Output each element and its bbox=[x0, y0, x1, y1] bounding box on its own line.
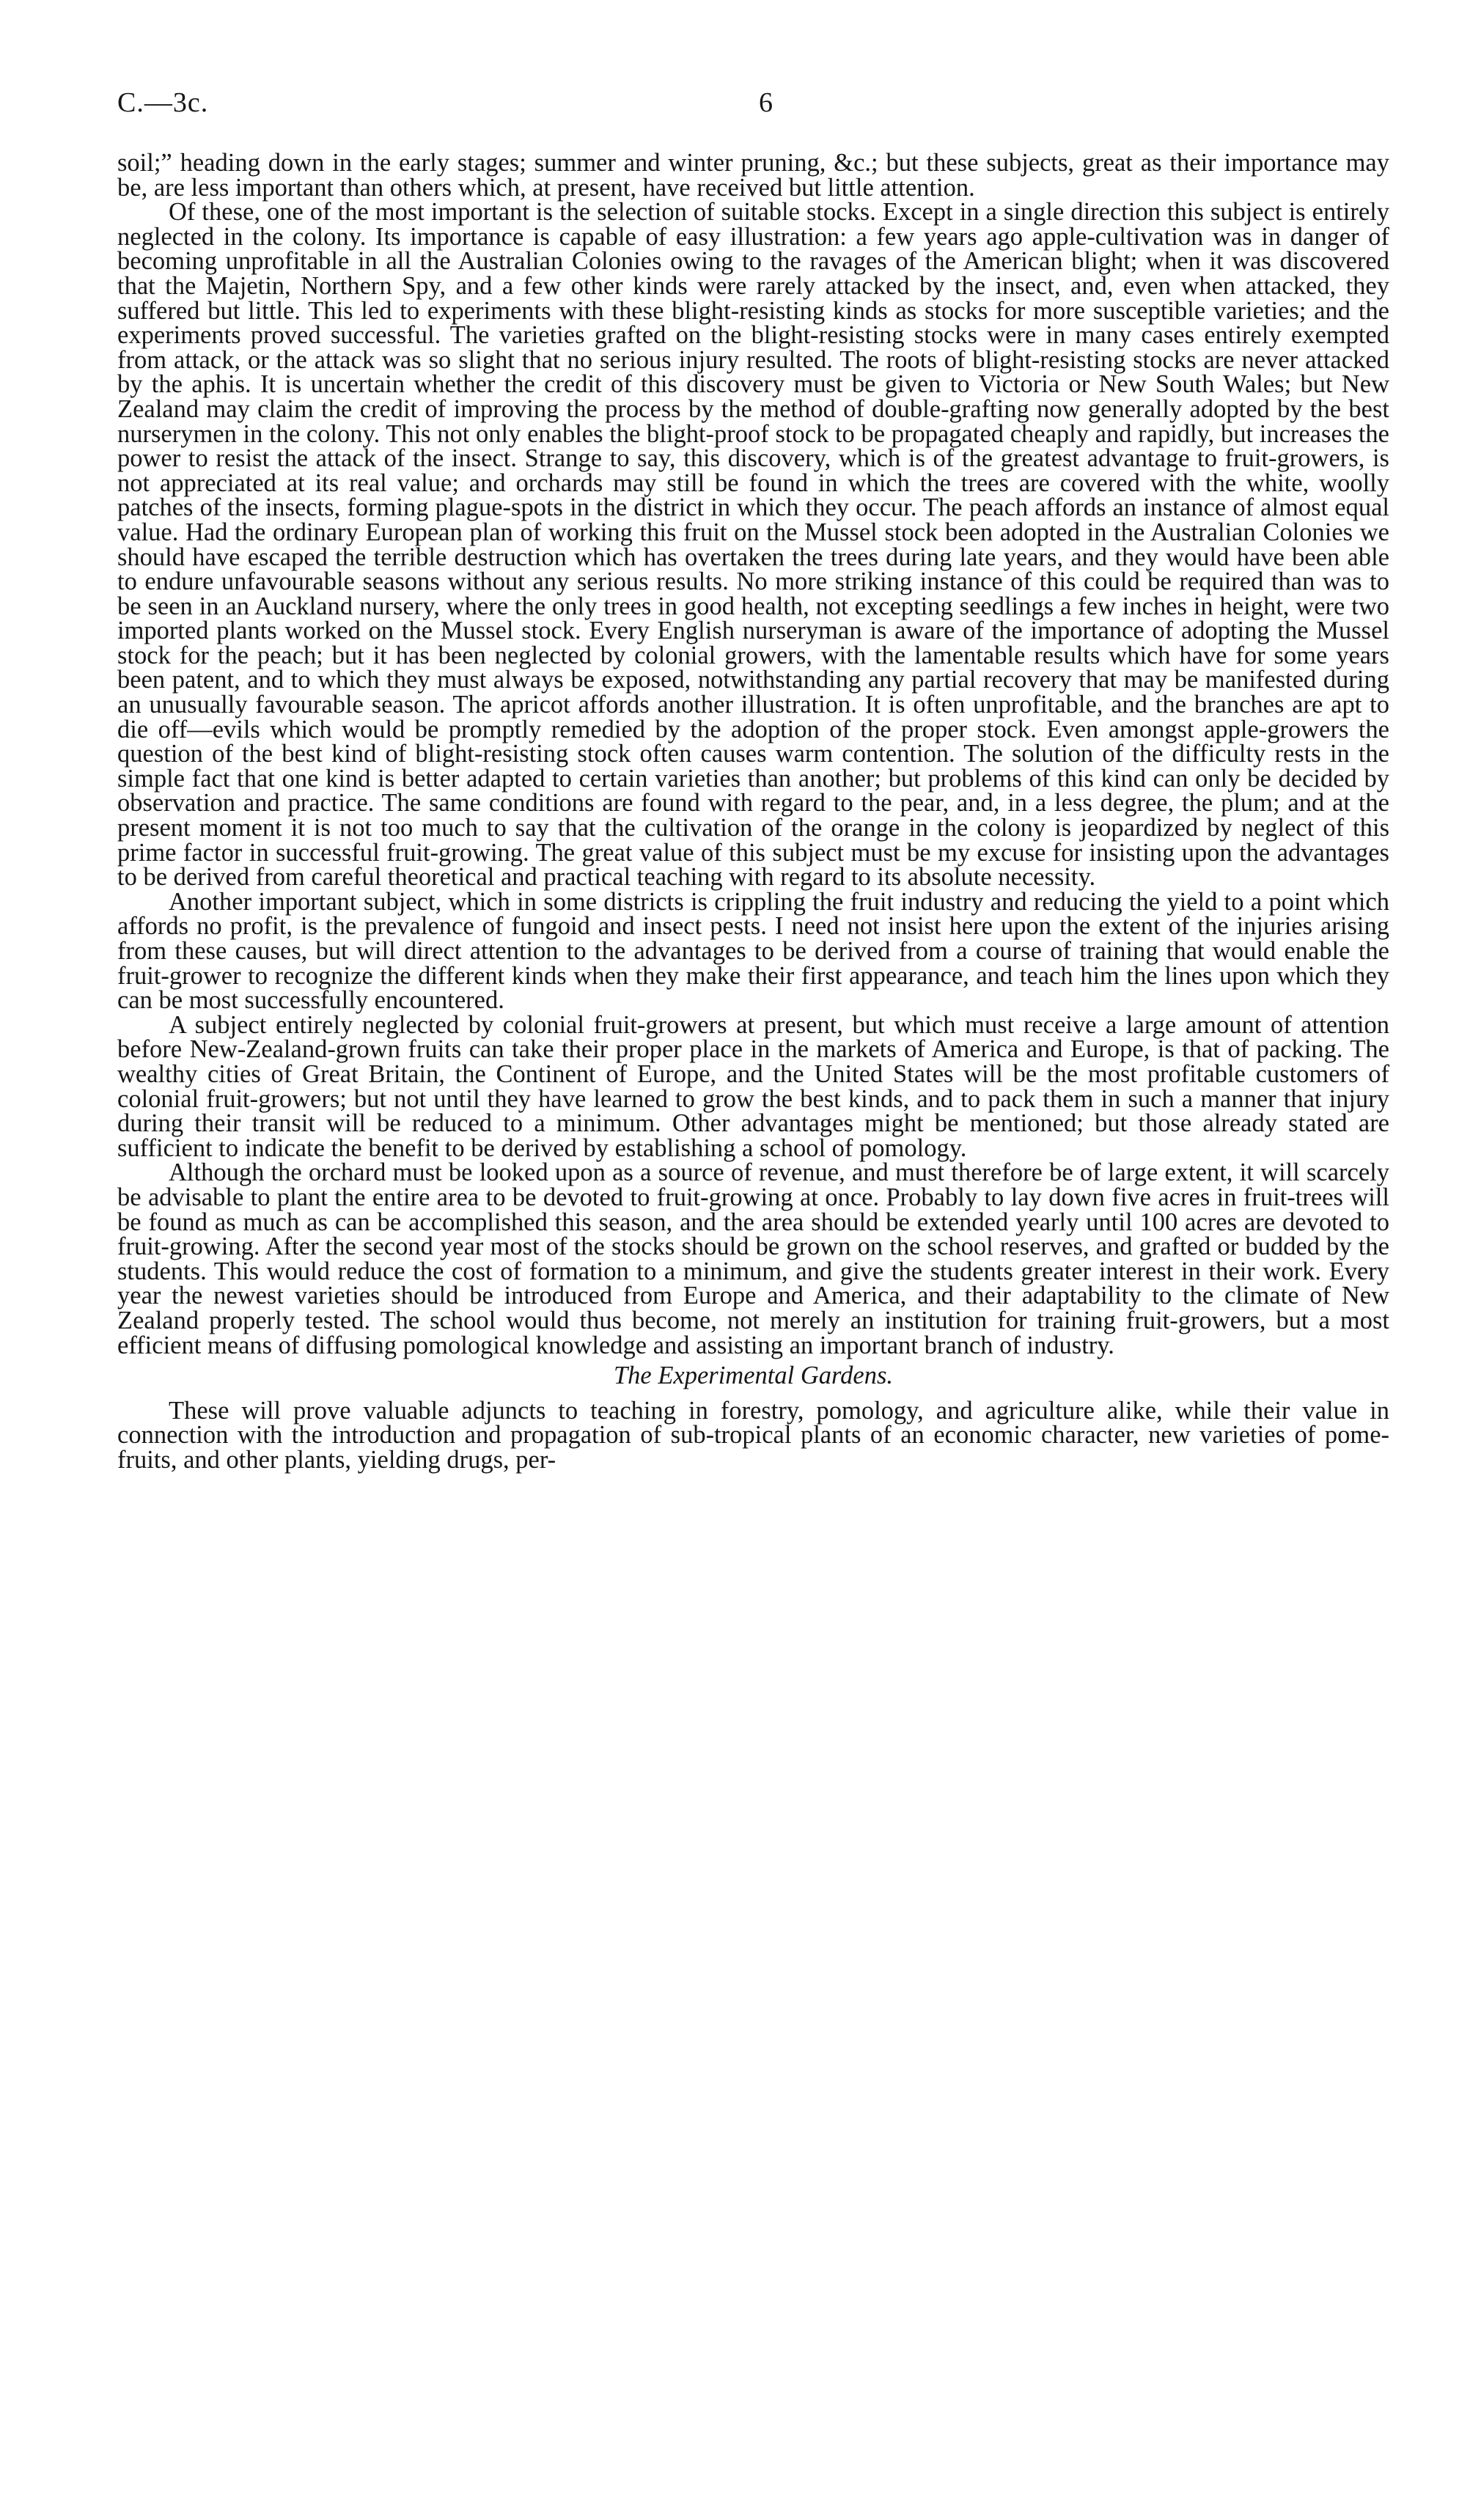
paragraph-orchard: Although the orchard must be looked upon as a source of revenue, and must therefore be of large extent, it will scarcely be advisable to plant the entire area to be devoted to fruit-growing at once. Probably to lay down five acres in fruit-trees will be found as much as can be accomplished this season, and the area should be extended yearly until 100 acres are devoted to fruit-growing. After the second year most of the stocks should be grown on the school reserves, and grafted or budded by the students. This would reduce the cost of formation to a minimum, and give the students greater interest in their work. Every year the newest varieties should be introduced from Europe and America, and their adaptability to the climate of New Zealand properly tested. The school would thus become, not merely an institution for training fruit-growers, but a most efficient means of diffusing pomological knowledge and assisting an important branch of industry. bbox=[117, 1158, 1389, 1359]
paragraph-stocks: Of these, one of the most important is the selection of suitable stocks. Except in a single direction this subject is entirely neglected in the colony. Its importance is capable of easy illustration: a few years ago apple-cultivation was in danger of becoming unprofitable in all the Australian Colonies owing to the ravages of the American blight; when it was discovered that the Majetin, Northern Spy, and a few other kinds were rarely attacked by the insect, and, even when attacked, they suffered but little. This led to experiments with these blight-resisting kinds as stocks for more susceptible varieties; and the experiments proved successful. The varieties grafted on the blight-resisting stocks were in many cases entirely exempted from attack, or the attack was so slight that no serious injury resulted. The roots of blight-resisting stocks are never attacked by the aphis. It is uncertain whether the credit of this discovery must be given to Victoria or New South Wales; but New Zealand may claim the credit of improving the process by the method of double-grafting now generally adopted by the best nurserymen in the colony. This not only enables the blight-proof stock to be propagated cheaply and rapidly, but increases the power to resist the attack of the insect. Strange to say, this discovery, which is of the greatest advantage to fruit-growers, is not appreciated at its real value; and orchards may still be found in which the trees are covered with the white, woolly patches of the insects, forming plague-spots in the district in which they occur. The peach affords an instance of almost equal value. Had the ordinary European plan of working this fruit on the Mussel stock been adopted in the Australian Colonies we should have escaped the terrible destruction which has overtaken the trees during late years, and they would have been able to endure unfavourable seasons without any serious results. No more striking instance of this could be required than was to be seen in an Auckland nursery, where the only trees in good health, not excepting seedlings a few inches in height, were two imported plants worked on the Mussel stock. Every English nurseryman is aware of the importance of adopting the Mussel stock for the peach; but it has been neglected by colonial growers, with the lamentable results which have for some years been patent, and to which they must always be exposed, notwithstanding any partial recovery that may be manifested during an unusually favourable season. The apricot affords another illustration. It is often unprofitable, and the branches are apt to die off—evils which would be promptly remedied by the adoption of the proper stock. Even amongst apple-growers the question of the best kind of blight-resisting stock often causes warm contention. The solution of the difficulty rests in the simple fact that one kind is better adapted to certain varieties than another; but problems of this kind can only be decided by observation and practice. The same conditions are found with regard to the pear, and, in a less degree, the plum; and at the present moment it is not too much to say that the cultivation of the orange in the colony is jeopardized by neglect of this prime factor in successful fruit-growing. The great value of this subject must be my excuse for insisting upon the advantages to be derived from careful theoretical and practical teaching with regard to its absolute necessity. bbox=[117, 198, 1389, 892]
paragraph-continuation: soil;” heading down in the early stages; summer and winter pruning, &c.; but these subjects, great as their importance may be, are less important than others which, at present, have received but little attention. bbox=[117, 149, 1389, 202]
document-reference: C.—3c. bbox=[117, 87, 209, 118]
document-page bbox=[117, 87, 1389, 1472]
paragraph-packing: A subject entirely neglected by colonial fruit-growers at present, but which must receive a large amount of attention before New-Zealand-grown fruits can take their proper place in the markets of America and Europe, is that of packing. The wealthy cities of Great Britain, the Continent of Europe, and the United States will be the most profitable customers of colonial fruit-growers; but not until they have learned to grow the best kinds, and to pack them in such a manner that injury during their transit will be reduced to a minimum. Other advantages might be mentioned; but those already stated are sufficient to indicate the benefit to be derived by establishing a school of pomology. bbox=[117, 1010, 1389, 1162]
section-heading: The Experimental Gardens. bbox=[613, 1362, 894, 1390]
page-number: 6 bbox=[759, 87, 773, 118]
paragraph-experimental-gardens: These will prove valuable adjuncts to teaching in forestry, pomology, and agriculture alike, while their value in connection with the introduction and propagation of sub-tropical plants of an economic character, new varieties of pome-fruits, and other plants, yielding drugs, per- bbox=[117, 1396, 1389, 1474]
page-header bbox=[117, 87, 1389, 133]
body-text bbox=[117, 151, 1389, 1472]
paragraph-pests: Another important subject, which in some districts is crippling the fruit industry and reducing the yield to a point which affords no profit, is the prevalence of fungoid and insect pests. I need not insist here upon the extent of the injuries arising from these causes, but will direct attention to the advantages to be derived from a course of training that would enable the fruit-grower to recognize the different kinds when they make their first appearance, and teach him the lines upon which they can be most successfully encountered. bbox=[117, 887, 1389, 1015]
